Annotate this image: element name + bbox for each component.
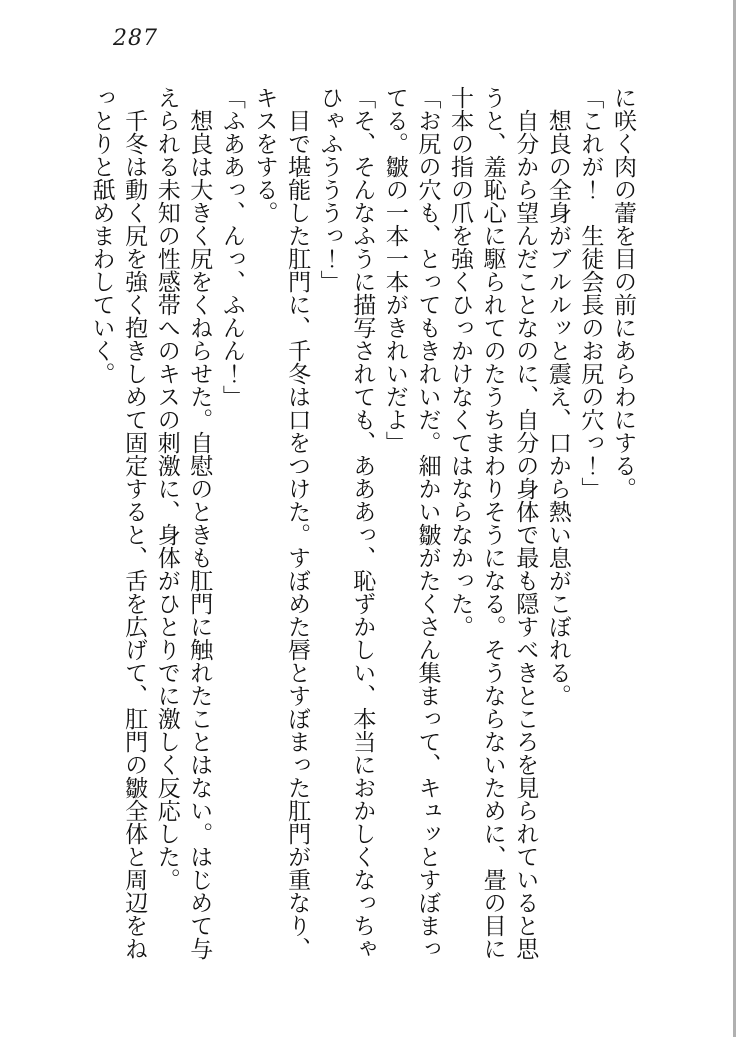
- paragraph: 「お尻の穴も、とってもきれいだ。細かい皺がたくさん集まって、キュッとすぼまってる。皺の一本一本がきれいだよ」: [381, 86, 441, 960]
- paragraph: に咲く肉の蕾を目の前にあらわにする。: [610, 86, 636, 500]
- body-text: [85, 86, 639, 960]
- paragraph: 目で堪能した肛門に、千冬は口をつけた。すぼめた唇とすぼまった肛門が重なり、キスをする。: [251, 86, 311, 960]
- paragraph: 自分から望んだことなのに、自分の身体で最も隠すべきところを見られていると思うと、羞恥心に駆られてのたうちまわりそうになる。そうならないために、畳の目に十本の指の爪を強くひっかけなくてはならなかった。: [447, 86, 539, 960]
- paragraph: 千冬は動く尻を強く抱きしめて固定すると、舌を広げて、肛門の皺全体と周辺をねっとりと舐めまわしていく。: [88, 86, 148, 960]
- paragraph: 想良は大きく尻をくねらせた。自慰のときも肛門に触れたことはない。はじめて与えられる未知の性感帯へのキスの刺激に、身体がひとりでに激しく反応した。: [153, 86, 213, 960]
- paragraph: 「そ、そんなふうに描写されても、あああっ、恥ずかしい、本当におかしくなっちゃひゃふうううっ！」: [316, 86, 376, 960]
- paragraph: 「これが！ 生徒会長のお尻の穴っ！」: [577, 86, 604, 500]
- paragraph: 「ふああっ、んっ、ふんん！」: [218, 86, 245, 408]
- paragraph: 想良の全身がブルルッと震え、口から熱い息がこぼれる。: [544, 109, 571, 707]
- page-number: 287: [113, 26, 158, 51]
